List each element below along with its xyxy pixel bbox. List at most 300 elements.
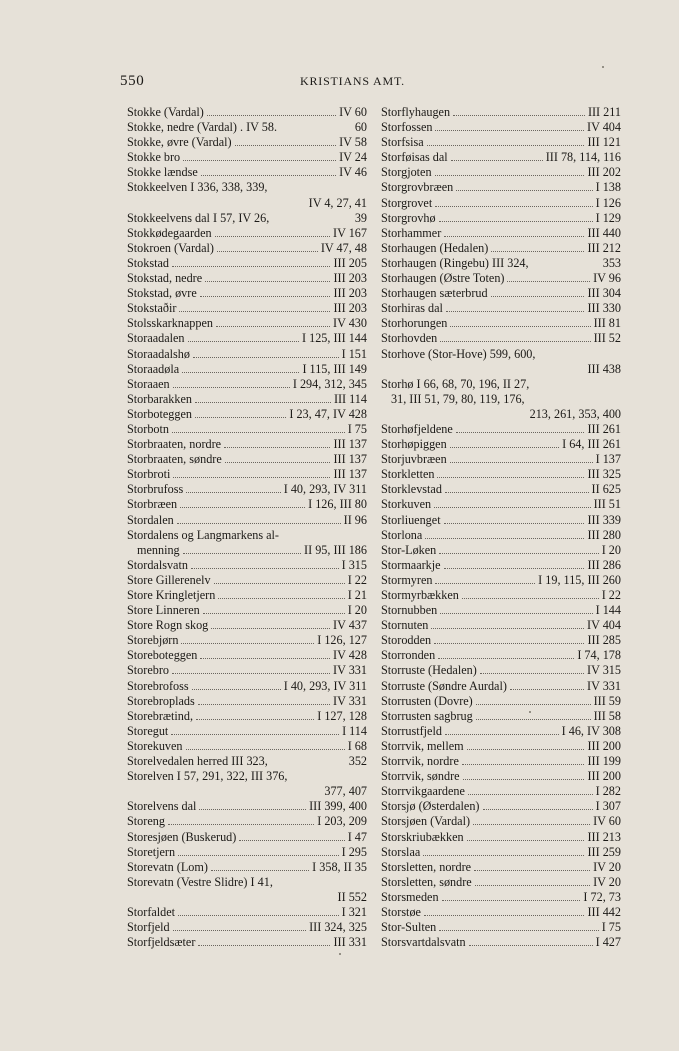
entry-name: Stokkeelvens dal I 57, IV 26, bbox=[127, 210, 270, 225]
entry-reference: IV 331 bbox=[333, 663, 367, 678]
entry-reference: III 304 bbox=[587, 286, 621, 301]
entry-name: Stokke (Vardal) bbox=[127, 105, 204, 119]
entry-name: Storaadøla bbox=[127, 361, 180, 376]
entry-name: Store Kringletjern bbox=[127, 588, 216, 602]
entry-name: Storrustfjeld bbox=[381, 723, 442, 738]
entry-reference: 60 bbox=[354, 120, 367, 135]
dot-leader bbox=[453, 105, 585, 116]
dot-leader bbox=[183, 543, 301, 554]
entry-reference: I 321 bbox=[341, 904, 367, 919]
index-entry bbox=[381, 603, 621, 618]
entry-reference: I 125, III 144 bbox=[302, 331, 367, 346]
entry-reference: I 203, 209 bbox=[317, 814, 367, 829]
entry-reference: III 339 bbox=[587, 512, 621, 527]
entry-name: Storaadalshø bbox=[127, 346, 190, 361]
dot-leader bbox=[193, 347, 339, 358]
entry-name: Stokkeelven I 336, 338, 339, bbox=[127, 180, 268, 195]
entry-reference: III 205 bbox=[333, 255, 367, 270]
dot-leader bbox=[423, 845, 584, 856]
index-entry bbox=[127, 875, 367, 890]
entry-name: menning bbox=[137, 542, 180, 557]
entry-name: Storsvartdalsvatn bbox=[381, 935, 466, 950]
entry-name: Storbraaten, søndre bbox=[127, 452, 222, 467]
entry-reference: III 58 bbox=[593, 708, 621, 723]
entry-name: Storhaugen (Hedalen) bbox=[381, 240, 489, 255]
entry-name: Storelvens dal bbox=[127, 799, 197, 814]
dot-leader bbox=[201, 165, 336, 176]
dot-leader bbox=[207, 105, 336, 116]
index-entry bbox=[381, 739, 621, 754]
dot-leader bbox=[456, 180, 592, 191]
index-entry bbox=[127, 211, 367, 226]
entry-name: Stokke lændse bbox=[127, 165, 198, 180]
entry-name: Storruste (Hedalen) bbox=[381, 663, 477, 678]
entry-reference: II 95, III 186 bbox=[304, 542, 367, 557]
dot-leader bbox=[439, 543, 598, 554]
entry-name: Storhovden bbox=[381, 331, 438, 346]
dot-leader bbox=[469, 935, 593, 946]
index-entry bbox=[127, 135, 367, 150]
index-entry bbox=[127, 362, 367, 377]
index-entry bbox=[381, 180, 621, 195]
dot-leader bbox=[225, 452, 331, 463]
dot-leader bbox=[239, 830, 344, 841]
dot-leader bbox=[211, 860, 309, 871]
dot-leader bbox=[425, 528, 584, 539]
entry-reference: I 72, 73 bbox=[583, 889, 621, 904]
entry-reference: III 259 bbox=[587, 844, 621, 859]
entry-reference: I 294, 312, 345 bbox=[292, 376, 367, 391]
entry-reference: III 330 bbox=[587, 301, 621, 316]
entry-name: Storaaen bbox=[127, 376, 170, 391]
dot-leader bbox=[445, 482, 589, 493]
dot-leader bbox=[483, 799, 593, 810]
entry-reference: I 307 bbox=[595, 799, 621, 814]
index-entry bbox=[127, 226, 367, 241]
entry-name: Stokstad bbox=[127, 255, 169, 270]
dot-leader bbox=[439, 211, 593, 222]
entry-reference: III 137 bbox=[333, 452, 367, 467]
index-entry bbox=[127, 588, 367, 603]
entry-name: Storfaldet bbox=[127, 904, 176, 919]
index-entry bbox=[381, 679, 621, 694]
entry-name: Storrvik, mellem bbox=[381, 738, 464, 753]
entry-name: Storjuvbræen bbox=[381, 452, 447, 467]
index-entry bbox=[381, 875, 621, 890]
dot-leader bbox=[180, 497, 305, 508]
dot-leader bbox=[434, 497, 590, 508]
paper-speck bbox=[339, 953, 341, 955]
entry-reference: I 126, 127 bbox=[317, 633, 367, 648]
entry-reference: 353 bbox=[602, 255, 621, 270]
index-entry bbox=[127, 513, 367, 528]
dot-leader bbox=[195, 392, 331, 403]
entry-name: Storrvik, søndre bbox=[381, 769, 460, 784]
dot-leader bbox=[450, 316, 590, 327]
entry-reference: I 40, 293, IV 311 bbox=[283, 678, 367, 693]
entry-reference: I 75 bbox=[601, 920, 621, 935]
index-entry bbox=[127, 603, 367, 618]
dot-leader bbox=[462, 754, 585, 765]
entry-reference: IV 20 bbox=[593, 874, 621, 889]
index-entry bbox=[127, 799, 367, 814]
entry-name: Storboteggen bbox=[127, 406, 192, 421]
dot-leader bbox=[440, 603, 592, 614]
index-entry bbox=[381, 316, 621, 331]
entry-name: Storbræen bbox=[127, 497, 178, 512]
entry-reference: III 51 bbox=[593, 497, 621, 512]
dot-leader bbox=[438, 648, 574, 659]
index-entry bbox=[381, 890, 621, 905]
entry-name: Storsjø (Østerdalen) bbox=[381, 799, 480, 814]
index-entry bbox=[381, 482, 621, 497]
entry-name: Storfjeldsæter bbox=[127, 935, 196, 950]
entry-reference: I 144 bbox=[595, 603, 621, 618]
entry-name: Stokke, nedre (Vardal) . IV 58. bbox=[127, 120, 278, 135]
entry-name: Storbroti bbox=[127, 467, 171, 482]
index-entry bbox=[127, 920, 367, 935]
dot-leader bbox=[491, 241, 584, 252]
entry-name: Storhø I 66, 68, 70, 196, II 27, bbox=[381, 376, 530, 391]
dot-leader bbox=[446, 301, 585, 312]
entry-reference: III 440 bbox=[587, 225, 621, 240]
dot-leader bbox=[195, 407, 286, 418]
entry-name: Storebrofoss bbox=[127, 678, 189, 693]
entry-name: Storevatn (Lom) bbox=[127, 859, 208, 874]
entry-reference: IV 4, 27, 41 bbox=[308, 195, 367, 210]
index-entry bbox=[381, 754, 621, 769]
entry-name: Stornubben bbox=[381, 603, 438, 618]
dot-leader bbox=[178, 905, 339, 916]
index-entry bbox=[381, 452, 621, 467]
index-entry bbox=[127, 679, 367, 694]
index-entry bbox=[127, 452, 367, 467]
entry-reference: III 81 bbox=[593, 316, 621, 331]
entry-name: Stormyrbækken bbox=[381, 588, 459, 602]
dot-leader bbox=[442, 890, 581, 901]
dot-leader bbox=[491, 286, 585, 297]
entry-reference: IV 60 bbox=[593, 814, 621, 829]
entry-reference: III 438 bbox=[587, 361, 621, 376]
index-entry bbox=[127, 482, 367, 497]
entry-reference: III 331 bbox=[333, 935, 367, 950]
entry-name: Storeng bbox=[127, 814, 165, 829]
index-entry bbox=[127, 573, 367, 588]
entry-name: Storhaugen (Østre Toten) bbox=[381, 271, 505, 286]
dot-leader bbox=[183, 150, 336, 161]
entry-name: Storebjørn bbox=[127, 633, 179, 648]
entry-name: Stormaarkje bbox=[381, 557, 441, 572]
entry-name: Storelven I 57, 291, 322, III 376, bbox=[127, 769, 288, 784]
dot-leader bbox=[218, 588, 344, 599]
entry-name: Storskriubækken bbox=[381, 829, 464, 844]
entry-reference: 352 bbox=[348, 754, 367, 769]
entry-name: Stolsskarknappen bbox=[127, 316, 213, 331]
entry-reference: 39 bbox=[354, 210, 367, 225]
index-entry bbox=[381, 528, 621, 543]
entry-name: Storronden bbox=[381, 648, 436, 663]
index-entry bbox=[381, 377, 621, 392]
entry-name: Storebro bbox=[127, 663, 169, 678]
entry-name: Stokstaðir bbox=[127, 301, 177, 316]
index-entry-continuation bbox=[381, 407, 621, 422]
entry-name: Storegut bbox=[127, 723, 169, 738]
index-entry bbox=[381, 331, 621, 346]
index-entry bbox=[127, 528, 367, 543]
index-entry bbox=[127, 497, 367, 512]
entry-reference: III 121 bbox=[587, 135, 621, 150]
dot-leader bbox=[434, 633, 584, 644]
index-entry bbox=[127, 347, 367, 362]
index-entry bbox=[381, 211, 621, 226]
running-title: KRISTIANS AMT. bbox=[300, 74, 405, 88]
index-entry bbox=[381, 286, 621, 301]
dot-leader bbox=[191, 558, 339, 569]
entry-reference: III 59 bbox=[593, 693, 621, 708]
index-entry bbox=[127, 286, 367, 301]
dot-leader bbox=[181, 633, 314, 644]
index-entry bbox=[381, 663, 621, 678]
index-entry bbox=[127, 150, 367, 165]
dot-leader bbox=[224, 437, 330, 448]
entry-reference: IV 437 bbox=[333, 618, 367, 633]
entry-reference: 377, 407 bbox=[324, 784, 367, 799]
dot-leader bbox=[467, 739, 585, 750]
index-entry bbox=[127, 905, 367, 920]
entry-name: Stokstad, øvre bbox=[127, 286, 197, 301]
index-entry bbox=[381, 709, 621, 724]
entry-reference: I 137 bbox=[595, 452, 621, 467]
entry-reference: III 200 bbox=[587, 738, 621, 753]
entry-name: Storebroplads bbox=[127, 693, 195, 708]
entry-name: Storhorungen bbox=[381, 316, 448, 331]
index-entry bbox=[127, 739, 367, 754]
entry-reference: III 199 bbox=[587, 754, 621, 769]
index-entry bbox=[127, 437, 367, 452]
entry-reference: I 151 bbox=[341, 346, 367, 361]
dot-leader bbox=[173, 920, 306, 931]
entry-reference: III 442 bbox=[587, 904, 621, 919]
entry-reference: III 325 bbox=[587, 467, 621, 482]
entry-name: Storfjeld bbox=[127, 920, 170, 935]
entry-reference: I 315 bbox=[341, 557, 367, 572]
dot-leader bbox=[188, 331, 299, 342]
entry-name: Storgjoten bbox=[381, 165, 432, 180]
dot-leader bbox=[510, 679, 584, 690]
dot-leader bbox=[444, 558, 585, 569]
index-entry bbox=[127, 935, 367, 950]
dot-leader bbox=[476, 694, 591, 705]
entry-name: Storkuven bbox=[381, 497, 432, 512]
dot-leader bbox=[456, 422, 585, 433]
index-entry bbox=[127, 754, 367, 769]
entry-name: Storhaugen (Ringebu) III 324, bbox=[381, 255, 529, 270]
entry-name: Storsjøen (Vardal) bbox=[381, 814, 471, 829]
entry-name: Storfossen bbox=[381, 120, 433, 135]
dot-leader bbox=[467, 830, 585, 841]
entry-reference: II 552 bbox=[337, 889, 367, 904]
entry-reference: I 282 bbox=[595, 784, 621, 799]
entry-reference: I 23, 47, IV 428 bbox=[289, 406, 367, 421]
dot-leader bbox=[211, 618, 330, 629]
entry-reference: III 114 bbox=[333, 391, 367, 406]
dot-leader bbox=[179, 301, 330, 312]
dot-leader bbox=[217, 241, 318, 252]
dot-leader bbox=[198, 694, 330, 705]
entry-name: Storsmeden bbox=[381, 889, 439, 904]
index-entry bbox=[127, 709, 367, 724]
left-index-column bbox=[127, 105, 367, 950]
index-entry bbox=[381, 241, 621, 256]
entry-reference: III 52 bbox=[593, 331, 621, 346]
entry-name: Storrvikgaardene bbox=[381, 784, 465, 799]
index-entry bbox=[381, 105, 621, 120]
dot-leader bbox=[182, 362, 299, 373]
entry-name: Storelvedalen herred III 323, bbox=[127, 754, 268, 769]
entry-name: Stormyren bbox=[381, 572, 433, 587]
entry-name: Storsletten, søndre bbox=[381, 874, 472, 889]
dot-leader bbox=[196, 709, 314, 720]
entry-name: Stor-Sulten bbox=[381, 920, 437, 935]
index-entry-continuation bbox=[127, 890, 367, 905]
index-entry bbox=[381, 573, 621, 588]
dot-leader bbox=[199, 799, 306, 810]
entry-reference: IV 47, 48 bbox=[320, 240, 367, 255]
entry-name: Storeboteggen bbox=[127, 648, 198, 663]
entry-reference: IV 404 bbox=[587, 120, 621, 135]
entry-reference: I 115, III 149 bbox=[302, 361, 367, 376]
entry-name: Storhove (Stor-Hove) 599, 600, bbox=[381, 346, 536, 361]
entry-name: Storhøpiggen bbox=[381, 437, 447, 452]
index-entry bbox=[381, 694, 621, 709]
index-entry bbox=[127, 814, 367, 829]
entry-name: Storhiras dal bbox=[381, 301, 443, 316]
entry-name: Storføisas dal bbox=[381, 150, 448, 165]
index-entry bbox=[127, 467, 367, 482]
dot-leader bbox=[476, 709, 591, 720]
entry-name: Storhaugen sæterbrud bbox=[381, 286, 488, 301]
index-entry bbox=[127, 769, 367, 784]
entry-name: Storesjøen (Buskerud) bbox=[127, 829, 237, 844]
entry-name: Stokstad, nedre bbox=[127, 271, 203, 286]
entry-name: Stokke bro bbox=[127, 150, 181, 165]
entry-name: Storfsisa bbox=[381, 135, 424, 150]
dot-leader bbox=[444, 513, 585, 524]
entry-reference: IV 404 bbox=[587, 618, 621, 633]
entry-name: Storevatn (Vestre Slidre) I 41, bbox=[127, 874, 273, 889]
entry-reference: I 74, 178 bbox=[577, 648, 621, 663]
entry-name: Storbotn bbox=[127, 421, 169, 436]
dot-leader bbox=[435, 573, 535, 584]
dot-leader bbox=[200, 648, 330, 659]
entry-reference: 213, 261, 353, 400 bbox=[529, 406, 621, 421]
entry-name: Storrusten sagbrug bbox=[381, 708, 473, 723]
entry-reference: IV 331 bbox=[587, 678, 621, 693]
dot-leader bbox=[462, 588, 599, 599]
index-entry bbox=[127, 633, 367, 648]
dot-leader bbox=[178, 845, 339, 856]
index-entry bbox=[381, 165, 621, 180]
entry-name: Storekuven bbox=[127, 738, 183, 753]
dot-leader bbox=[205, 271, 330, 282]
index-entry bbox=[381, 814, 621, 829]
entry-reference: III 137 bbox=[333, 467, 367, 482]
dot-leader bbox=[440, 331, 590, 342]
index-entry bbox=[381, 558, 621, 573]
entry-reference: I 114 bbox=[342, 723, 367, 738]
entry-reference: III 280 bbox=[587, 527, 621, 542]
index-entry bbox=[127, 860, 367, 875]
entry-reference: I 126, III 80 bbox=[308, 497, 367, 512]
entry-reference: I 46, IV 308 bbox=[561, 723, 621, 738]
dot-leader bbox=[177, 513, 341, 524]
entry-name: Storetjern bbox=[127, 844, 176, 859]
entry-name: Stordalen bbox=[127, 512, 174, 527]
index-entry bbox=[381, 935, 621, 950]
index-entry bbox=[127, 331, 367, 346]
entry-reference: I 22 bbox=[601, 588, 621, 602]
dot-leader bbox=[192, 679, 281, 690]
index-entry bbox=[127, 724, 367, 739]
entry-reference: III 261 bbox=[587, 421, 621, 436]
entry-reference: II 625 bbox=[591, 482, 621, 497]
entry-name: Storrvik, nordre bbox=[381, 754, 459, 769]
entry-reference: I 64, III 261 bbox=[562, 437, 621, 452]
entry-reference: III 203 bbox=[333, 271, 367, 286]
entry-name: Store Rogn skog bbox=[127, 618, 209, 633]
dot-leader bbox=[203, 603, 345, 614]
index-entry bbox=[127, 618, 367, 633]
dot-leader bbox=[437, 467, 584, 478]
entry-name: Storhøfjeldene bbox=[381, 421, 453, 436]
index-entry bbox=[381, 392, 621, 407]
entry-name: Storbrufoss bbox=[127, 482, 184, 497]
entry-name: Storliuenget bbox=[381, 512, 441, 527]
dot-leader bbox=[475, 875, 590, 886]
index-entry bbox=[381, 497, 621, 512]
index-entry bbox=[381, 920, 621, 935]
entry-reference: I 127, 128 bbox=[317, 708, 367, 723]
dot-leader bbox=[450, 437, 559, 448]
page-number: 550 bbox=[120, 73, 145, 89]
entry-name: 31, III 51, 79, 80, 119, 176, bbox=[391, 391, 525, 406]
entry-reference: I 138 bbox=[595, 180, 621, 195]
index-entry-continuation bbox=[381, 362, 621, 377]
dot-leader bbox=[173, 467, 330, 478]
entry-reference: III 202 bbox=[587, 165, 621, 180]
dot-leader bbox=[215, 226, 330, 237]
dot-leader bbox=[235, 135, 337, 146]
dot-leader bbox=[468, 784, 593, 795]
dot-leader bbox=[172, 256, 331, 267]
entry-reference: III 324, 325 bbox=[309, 920, 367, 935]
index-entry bbox=[381, 120, 621, 135]
entry-name: Store Linneren bbox=[127, 603, 200, 618]
entry-reference: I 68 bbox=[347, 738, 367, 753]
entry-reference: III 137 bbox=[333, 437, 367, 452]
entry-name: Stor-Løken bbox=[381, 542, 437, 557]
entry-name: Storaadalen bbox=[127, 331, 185, 346]
entry-name: Storrusten (Dovre) bbox=[381, 693, 473, 708]
dot-leader bbox=[186, 739, 345, 750]
entry-name: Storkletten bbox=[381, 467, 435, 482]
entry-name: Storgrovhø bbox=[381, 210, 436, 225]
entry-reference: IV 60 bbox=[339, 105, 367, 119]
dot-leader bbox=[444, 226, 584, 237]
entry-name: Storgrovbræen bbox=[381, 180, 454, 195]
dot-leader bbox=[450, 452, 593, 463]
entry-reference: II 96 bbox=[343, 512, 367, 527]
